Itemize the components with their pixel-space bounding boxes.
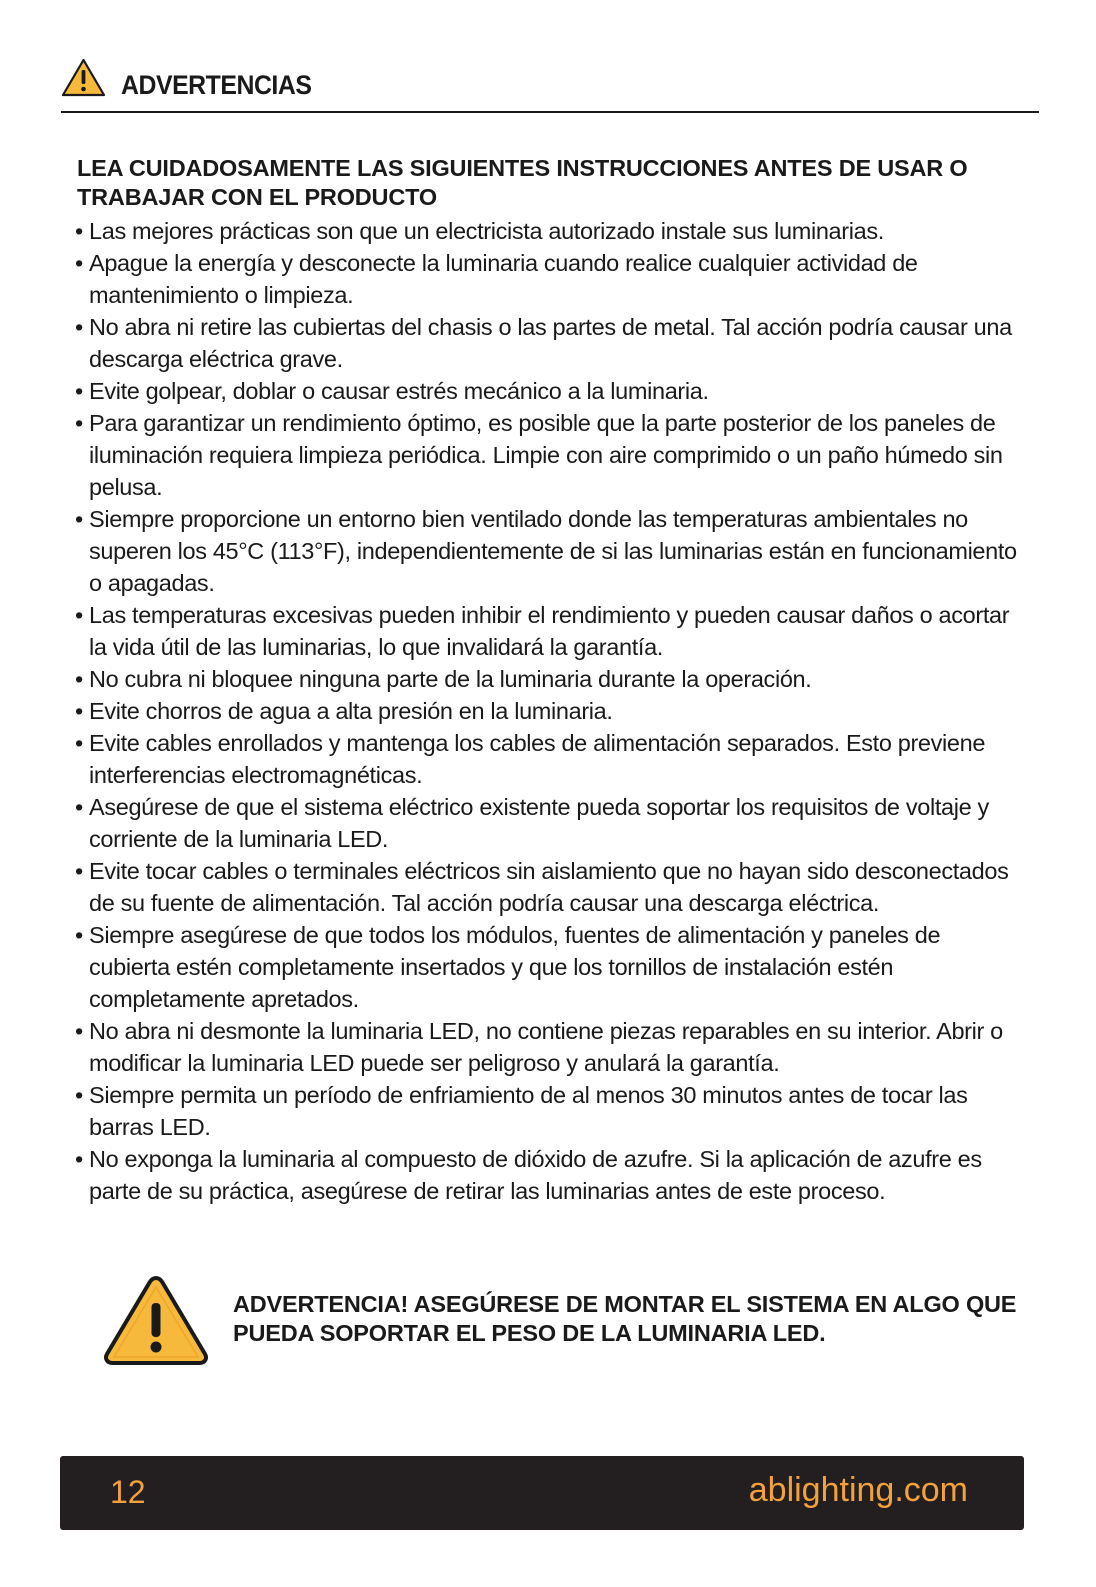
list-item-text: Para garantizar un rendimiento óptimo, es posible que la parte posterior de los paneles de iluminación requiera limpieza periódica. Limpie con aire comprimido o un paño húmedo sin pelusa. <box>89 410 1003 500</box>
bullet-icon: • <box>75 218 83 244</box>
list-item <box>75 311 1025 375</box>
bullet-icon: • <box>75 1082 83 1108</box>
list-item-text: Evite golpear, doblar o causar estrés mecánico a la luminaria. <box>89 378 709 404</box>
footer-bar <box>60 1456 1024 1530</box>
list-item <box>75 663 1025 695</box>
list-item-text: Evite tocar cables o terminales eléctricos sin aislamiento que no hayan sido desconectados de su fuente de alimentación. Tal acción podría causar una descarga eléctrica. <box>89 858 1009 916</box>
list-item-text: Las temperaturas excesivas pueden inhibir el rendimiento y pueden causar daños o acortar la vida útil de las luminarias, lo que invalidará la garantía. <box>89 602 1010 660</box>
list-item <box>75 855 1025 919</box>
bullet-icon: • <box>75 250 83 276</box>
page-number: 12 <box>110 1474 146 1510</box>
bullet-icon: • <box>75 1146 83 1172</box>
list-item <box>75 1079 1025 1143</box>
warning-triangle-icon <box>101 1273 211 1368</box>
list-item-text: No abra ni retire las cubiertas del chasis o las partes de metal. Tal acción podría causar una descarga eléctrica grave. <box>89 314 1012 372</box>
list-item <box>75 407 1025 503</box>
warning-message: ADVERTENCIA! ASEGÚRESE DE MONTAR EL SISTEMA EN ALGO QUE PUEDA SOPORTAR EL PESO DE LA LUMINARIA LED. <box>233 1291 1017 1346</box>
bullet-icon: • <box>75 794 83 820</box>
list-item <box>75 1015 1025 1079</box>
list-item <box>75 375 1025 407</box>
list-item <box>75 247 1025 311</box>
website-link[interactable]: ablighting.com <box>748 1471 968 1509</box>
bullet-icon: • <box>75 602 83 628</box>
bullet-icon: • <box>75 410 83 436</box>
bullet-icon: • <box>75 858 83 884</box>
list-item-text: Siempre permita un período de enfriamiento de al menos 30 minutos antes de tocar las barras LED. <box>89 1082 968 1140</box>
list-item <box>75 215 1025 247</box>
section-header <box>61 56 1039 113</box>
list-item-text: Evite chorros de agua a alta presión en la luminaria. <box>89 698 613 724</box>
list-item <box>75 919 1025 1015</box>
bullet-icon: • <box>75 922 83 948</box>
list-item <box>75 503 1025 599</box>
bullet-icon: • <box>75 506 83 532</box>
list-item <box>75 1143 1025 1207</box>
list-item-text: No cubra ni bloquee ninguna parte de la luminaria durante la operación. <box>89 666 812 692</box>
list-item <box>75 695 1025 727</box>
bullet-icon: • <box>75 314 83 340</box>
instructions-list <box>75 215 1025 1207</box>
intro-heading: LEA CUIDADOSAMENTE LAS SIGUIENTES INSTRUCCIONES ANTES DE USAR O TRABAJAR CON EL PRODUCTO <box>77 155 968 210</box>
list-item-text: Asegúrese de que el sistema eléctrico existente pueda soportar los requisitos de voltaje y corriente de la luminaria LED. <box>89 794 989 852</box>
list-item <box>75 791 1025 855</box>
list-item <box>75 727 1025 791</box>
bullet-icon: • <box>75 378 83 404</box>
bullet-icon: • <box>75 666 83 692</box>
list-item-text: No abra ni desmonte la luminaria LED, no contiene piezas reparables en su interior. Abrir o modificar la luminaria LED puede ser peligroso y anulará la garantía. <box>89 1018 1003 1076</box>
list-item-text: Evite cables enrollados y mantenga los cables de alimentación separados. Esto previene interferencias electromagnéticas. <box>89 730 986 788</box>
section-title: ADVERTENCIAS <box>121 70 312 100</box>
list-item-text: Las mejores prácticas son que un electricista autorizado instale sus luminarias. <box>89 218 884 244</box>
bullet-icon: • <box>75 1018 83 1044</box>
list-item-text: Siempre asegúrese de que todos los módulos, fuentes de alimentación y paneles de cubierta estén completamente insertados y que los tornillos de instalación estén completamente apretados. <box>89 922 941 1012</box>
list-item-text: Siempre proporcione un entorno bien ventilado donde las temperaturas ambientales no superen los 45°C (113°F), independientemente de si las luminarias están en funcionamiento o apagadas. <box>89 506 1017 596</box>
list-item <box>75 599 1025 663</box>
list-item-text: No exponga la luminaria al compuesto de dióxido de azufre. Si la aplicación de azufre es parte de su práctica, asegúrese de retirar las luminarias antes de este proceso. <box>89 1146 982 1204</box>
warning-triangle-icon <box>61 58 106 98</box>
bullet-icon: • <box>75 730 83 756</box>
bullet-icon: • <box>75 698 83 724</box>
list-item-text: Apague la energía y desconecte la luminaria cuando realice cualquier actividad de mantenimiento o limpieza. <box>89 250 918 308</box>
